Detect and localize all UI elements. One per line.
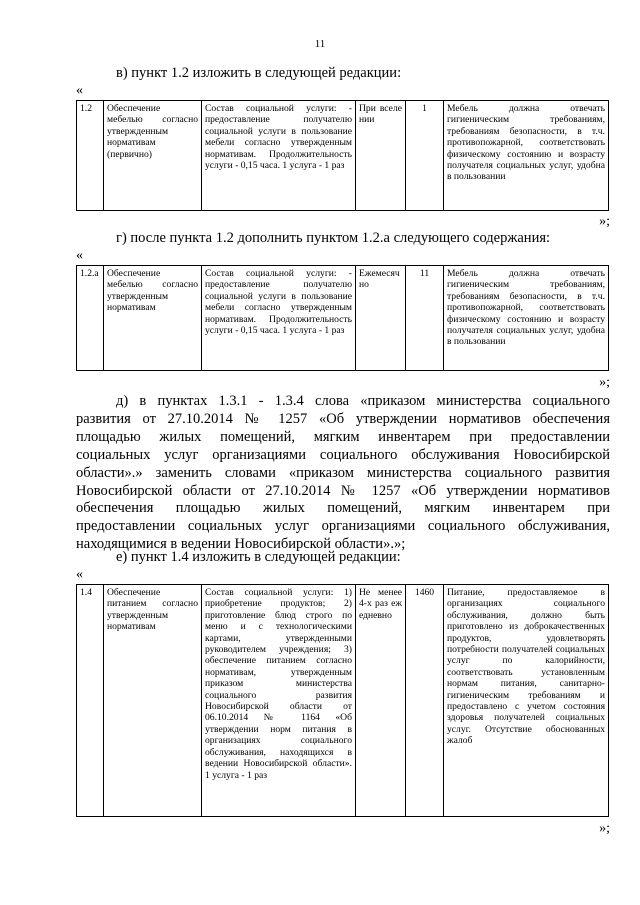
service-conditions: Питание, предоставляемое в организациях социального обслуживания, должно быть приготовлено из доброкачественных продуктов, удовлетворять потребности получателей социальных услуг по калорийности, соответствовать установленным нормам питания, санитарно-гигиеническим требованиям и предоставлено с учетом состояния здоровья получателей социальных услуг. Отсутствие обоснованных жалоб [444,585,609,817]
heading-section-g: г) после пункта 1.2 дополнить пунктом 1.2.а следующего содержания: [116,230,551,246]
service-volume: 1 [406,101,444,211]
service-conditions: Мебель должна отвечать гигиеническим требованиям, требованиям безопасности, в т.ч. противопожарной, соответствовать физическому состоянию и возрасту получателя социальных услуг, удобна в пользовании [444,266,609,371]
close-quote-e: »; [599,821,610,836]
paragraph-line: социальных услуг организациями социального обслуживания Новосибирской [76,446,610,463]
table-row [77,585,609,817]
open-quote-v: « [76,83,83,98]
service-name: Обеспечение мебелью согласно утвержденным нормативам (первично) [104,101,202,211]
service-conditions: Мебель должна отвечать гигиеническим требованиям, требованиям безопасности, в т.ч. противопожарной, соответствовать физическому состоянию и возрасту получателя социальных услуг, удобна в пользовании [444,101,609,211]
service-volume: 1460 [406,585,444,817]
table-row [77,266,609,371]
open-quote-g: « [76,248,83,263]
heading-section-v: в) пункт 1.2 изложить в следующей редакции: [116,65,402,81]
service-content: Состав социальной услуги: - предоставление получателю социальной услуги в пользование мебели согласно утвержденным нормативам. Продолжительность услуги - 0,15 часа. 1 услуга - 1 раз [202,101,356,211]
table-section-g [76,265,609,371]
table-row [77,101,609,211]
paragraph-line: предоставлении социальных услуг организациями социального обслуживания, [76,518,610,535]
paragraph-line: развития от 27.10.2014 № 1257 «Об утверждении нормативов обеспечения [76,410,610,427]
service-content: Состав социальной услуги: 1) приобретение продуктов; 2) приготовление блюд строго по меню и с технологическими картами, утвержденными руководителем учреждения; 3) обеспечение питанием согласно нормативам, утвержденным приказом министерства социального развития Новосибирской области от 06.10.2014 № 1164 «Об утверждении норм питания в организациях социального обслуживания, находящихся в ведении Новосибирской области». 1 услуга - 1 раз [202,585,356,817]
table-section-v [76,100,609,211]
paragraph-line: области».» заменить словами «приказом министерства социального развития [76,464,610,481]
service-name: Обеспечение мебелью согласно утвержденным нормативам [104,266,202,371]
service-name: Обеспечение питанием согласно утвержденным нормативам [104,585,202,817]
paragraph-line: находящимися в ведении Новосибирской области».»; [76,536,406,553]
service-frequency: Не менее 4-х раз ежедневно [356,585,406,817]
row-number: 1.2.а [77,266,104,371]
heading-section-e: е) пункт 1.4 изложить в следующей редакции: [116,549,401,565]
close-quote-g: »; [599,375,610,390]
service-content: Состав социальной услуги: - предоставление получателю социальной услуги в пользование мебели согласно утвержденным нормативам. Продолжительность услуги - 0,15 часа. 1 услуга - 1 раз [202,266,356,371]
table-section-e [76,584,609,817]
service-frequency: Ежемесячно [356,266,406,371]
close-quote-v: »; [599,214,610,229]
open-quote-e: « [76,567,83,582]
row-number: 1.4 [77,585,104,817]
paragraph-line: площадью жилых помещений, мягким инвентарем при предоставлении [76,428,610,445]
page-number: 11 [314,38,326,50]
row-number: 1.2 [77,101,104,211]
service-frequency: При вселении [356,101,406,211]
paragraph-section-d [76,393,610,554]
paragraph-line: обеспечения площадью жилых помещений, мягким инвентарем при [76,500,610,517]
paragraph-line: Новосибирской области от 27.10.2014 № 1257 «Об утверждении нормативов [76,482,610,499]
paragraph-line: д) в пунктах 1.3.1 - 1.3.4 слова «приказом министерства социального [116,393,610,409]
service-volume: 11 [406,266,444,371]
